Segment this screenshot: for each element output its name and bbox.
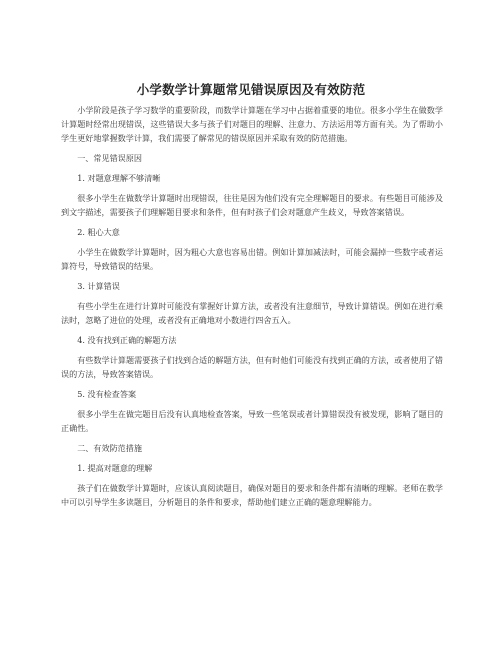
document-title: 小学数学计算题常见错误原因及有效防范 [136,82,366,97]
section-heading-causes: 一、常见错误原因 [77,153,142,163]
cause-4-title: 4. 没有找到正确的解题方法 [77,335,177,345]
cause-1-title: 1. 对题意理解不够清晰 [77,173,161,183]
cause-1-text: 很多小学生在做数学计算题时出现错误，往往是因为他们没有完全理解题目的要求。有些题目可能涉及到文字描述，需要孩子们理解题目要求和条件，但有时孩子们会对题意产生歧义，导致答案错误。 [61,193,443,217]
section-heading-measures: 二、有效防范措施 [77,443,142,453]
intro-paragraph: 小学阶段是孩子学习数学的重要阶段，而数学计算题在学习中占据着重要的地位。很多小学生在做数学计算题时经常出现错误，这些错误大多与孩子们对题目的理解、注意力、方法运用等方面有关。为了帮助小学生更好地掌握数学计算，我们需要了解常见的错误原因并采取有效的防范措施。 [61,105,443,143]
cause-5-title: 5. 没有检查答案 [77,389,137,399]
document-body [61,103,443,515]
cause-5-text: 很多小学生在做完题目后没有认真地检查答案，导致一些笔误或者计算错误没有被发现，影响了题目的正确性。 [61,409,443,433]
measure-1-title: 1. 提高对题意的理解 [77,463,153,473]
cause-2-title: 2. 粗心大意 [77,227,120,237]
measure-1-text: 孩子们在做数学计算题时，应该认真阅读题目，确保对题目的要求和条件都有清晰的理解。老师在教学中可以引导学生多读题目，分析题目的条件和要求，帮助他们建立正确的题意理解能力。 [61,483,443,507]
cause-3-title: 3. 计算错误 [77,281,120,291]
cause-3-text: 有些小学生在进行计算时可能没有掌握好计算方法，或者没有注意细节，导致计算错误。例如在进行乘法时，忽略了进位的处理，或者没有正确地对小数进行四舍五入。 [61,301,443,325]
cause-4-text: 有些数学计算题需要孩子们找到合适的解题方法，但有时他们可能没有找到正确的方法，或者使用了错误的方法，导致答案错误。 [61,355,443,379]
cause-2-text: 小学生在做数学计算题时，因为粗心大意也容易出错。例如计算加减法时，可能会漏掉一些数字或者运算符号，导致错误的结果。 [61,247,443,271]
